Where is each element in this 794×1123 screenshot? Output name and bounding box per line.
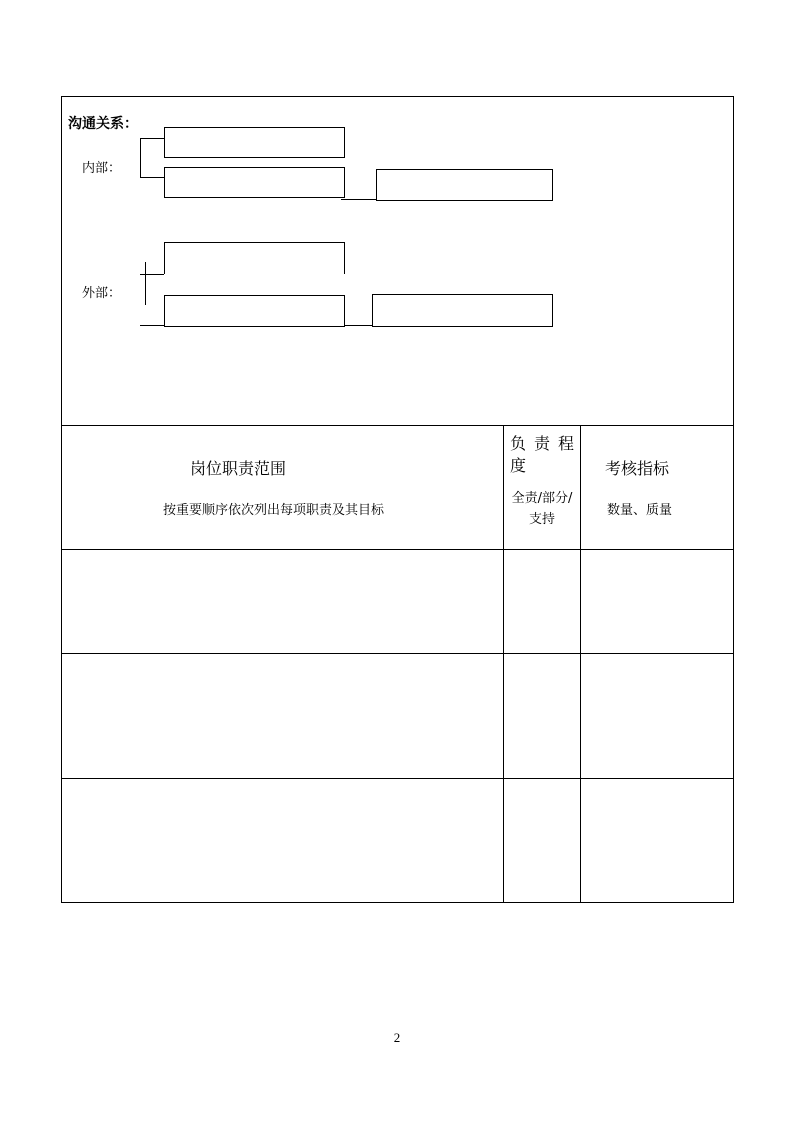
external-bracket-bottom xyxy=(140,325,164,326)
external-contact-box-3 xyxy=(372,294,553,327)
external-contact-box-1 xyxy=(164,242,345,274)
table-header-bottom xyxy=(61,549,734,550)
external-bracket-top xyxy=(140,274,164,275)
frame-top xyxy=(61,96,734,97)
external-label: 外部： xyxy=(82,286,122,301)
internal-contact-box-1 xyxy=(164,127,345,158)
frame-left xyxy=(61,96,62,903)
external-bracket-vertical xyxy=(145,262,146,305)
internal-bracket-vertical xyxy=(140,138,141,178)
internal-contact-box-2 xyxy=(164,167,345,198)
table-top-line xyxy=(61,425,734,426)
scope-title: 岗位职责范围 xyxy=(190,459,287,478)
assessment-title: 考核指标 xyxy=(605,459,670,478)
assessment-sub: 数量、质量 xyxy=(607,503,673,518)
responsibility-title: 负 责 程 度 xyxy=(510,434,574,475)
responsibility-sub: 全责/部分/支持 xyxy=(511,491,573,527)
communication-title: 沟通关系： xyxy=(68,116,138,132)
frame-right xyxy=(733,96,734,903)
internal-bracket-bottom xyxy=(140,177,164,178)
col-divider-2 xyxy=(580,425,581,903)
external-contact-box-2 xyxy=(164,295,345,327)
col-divider-1 xyxy=(503,425,504,903)
page-number: 2 xyxy=(393,1030,401,1045)
row-2-bottom xyxy=(61,778,734,779)
internal-connector xyxy=(341,199,377,200)
frame-bottom xyxy=(61,902,734,903)
external-connector xyxy=(345,325,373,326)
internal-label: 内部： xyxy=(82,161,122,176)
internal-bracket-top xyxy=(140,138,164,139)
row-1-bottom xyxy=(61,653,734,654)
scope-subtitle: 按重要顺序依次列出每项职责及其目标 xyxy=(163,503,385,518)
internal-contact-box-3 xyxy=(376,169,553,201)
